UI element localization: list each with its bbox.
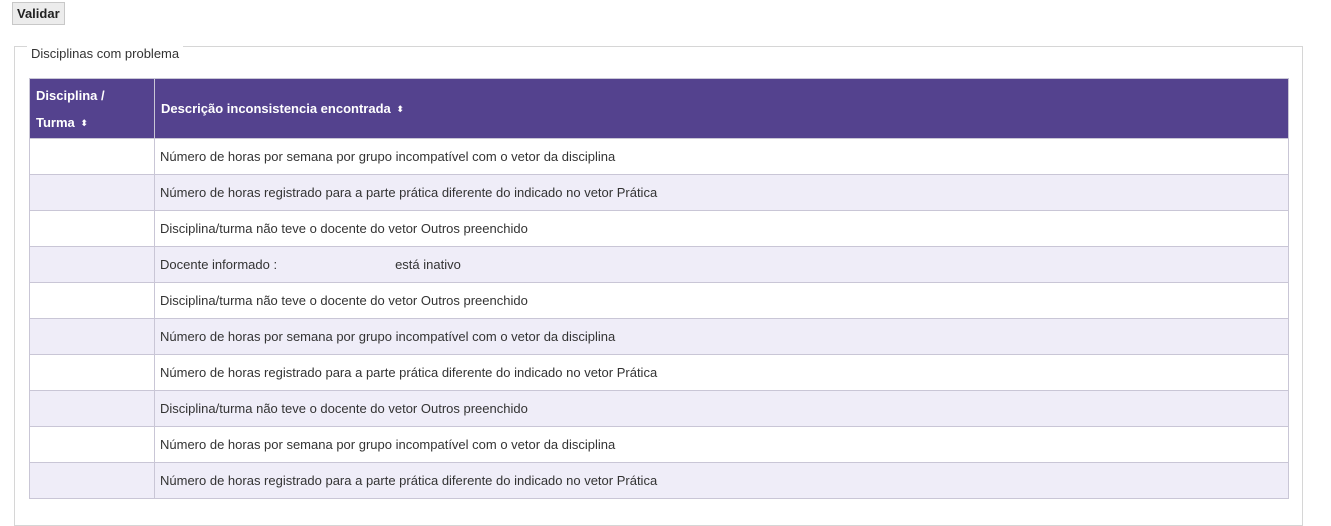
- cell-disciplina: [30, 319, 155, 355]
- cell-disciplina: [30, 247, 155, 283]
- column-header-disciplina-turma[interactable]: [30, 79, 155, 139]
- problems-table: [29, 78, 1289, 499]
- cell-disciplina: [30, 175, 155, 211]
- cell-descricao: Número de horas por semana por grupo incompatível com o vetor da disciplina: [155, 427, 1289, 463]
- cell-descricao: Número de horas registrado para a parte prática diferente do indicado no vetor Prática: [155, 463, 1289, 499]
- section-legend: Disciplinas com problema: [27, 46, 183, 62]
- table-row: [30, 427, 1289, 463]
- table-row: [30, 355, 1289, 391]
- sort-both-icon[interactable]: ⬍: [80, 117, 88, 128]
- table-row: [30, 391, 1289, 427]
- table-row: [30, 463, 1289, 499]
- table-row: [30, 247, 1289, 283]
- cell-disciplina: [30, 139, 155, 175]
- validar-button[interactable]: Validar: [12, 2, 65, 25]
- cell-descricao: Disciplina/turma não teve o docente do vetor Outros preenchido: [155, 391, 1289, 427]
- table-row: [30, 283, 1289, 319]
- descricao-suffix: está inativo: [395, 257, 461, 272]
- cell-disciplina: [30, 463, 155, 499]
- cell-disciplina: [30, 391, 155, 427]
- cell-descricao: Número de horas registrado para a parte prática diferente do indicado no vetor Prática: [155, 355, 1289, 391]
- table-header-row: [30, 79, 1289, 139]
- table-row: [30, 211, 1289, 247]
- column-header-label: Descrição inconsistencia encontrada: [161, 101, 391, 116]
- redacted-docente: [277, 268, 395, 269]
- column-header-label-line1: Disciplina /: [36, 87, 105, 103]
- cell-descricao: Número de horas por semana por grupo incompatível com o vetor da disciplina: [155, 319, 1289, 355]
- descricao-prefix: Docente informado :: [160, 257, 278, 272]
- cell-descricao: Disciplina/turma não teve o docente do vetor Outros preenchido: [155, 283, 1289, 319]
- table-row: [30, 175, 1289, 211]
- cell-disciplina: [30, 427, 155, 463]
- cell-descricao: Disciplina/turma não teve o docente do vetor Outros preenchido: [155, 211, 1289, 247]
- table-row: [30, 139, 1289, 175]
- cell-descricao: Número de horas registrado para a parte prática diferente do indicado no vetor Prática: [155, 175, 1289, 211]
- cell-descricao: [155, 247, 1289, 283]
- cell-disciplina: [30, 211, 155, 247]
- table-row: [30, 319, 1289, 355]
- column-header-descricao[interactable]: [155, 79, 1289, 139]
- column-header-label-line2: Turma: [36, 114, 75, 130]
- cell-descricao: Número de horas por semana por grupo incompatível com o vetor da disciplina: [155, 139, 1289, 175]
- cell-disciplina: [30, 355, 155, 391]
- cell-disciplina: [30, 283, 155, 319]
- sort-both-icon[interactable]: ⬍: [396, 104, 404, 115]
